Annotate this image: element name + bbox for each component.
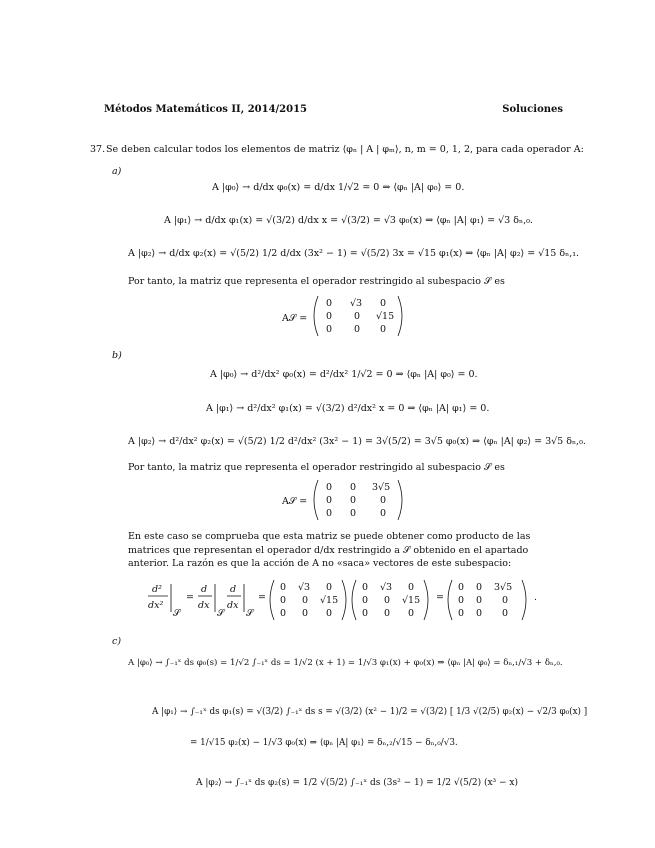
part-a-matrix-label: A𝒮 =: [282, 313, 308, 324]
prod-m3-2-2: 0: [502, 608, 509, 619]
part-a-conclusion: Por tanto, la matriz que representa el operador restringido al subespacio 𝒮 es: [128, 276, 505, 287]
prod-m2-2-1: 0: [384, 608, 391, 619]
part-a-m-0-2: 0: [380, 298, 387, 309]
header-title: Métodos Matemáticos II, 2014/2015: [104, 104, 308, 115]
prod-m1-0-2: 0: [326, 582, 333, 593]
prod-m3-1-2: 0: [502, 595, 509, 606]
part-b-matrix-label: A𝒮 =: [282, 496, 308, 507]
part-a-m-0-1: √3: [350, 298, 363, 309]
svg-text:𝒮: 𝒮: [217, 608, 225, 619]
prod-m1-0-1: √3: [298, 582, 311, 593]
prod-m2-2-0: 0: [362, 608, 369, 619]
prod-m1-2-2: 0: [326, 608, 333, 619]
prod-m2-0-0: 0: [362, 582, 369, 593]
part-b-m-2-2: 0: [380, 508, 387, 519]
part-b-conclusion: Por tanto, la matriz que representa el operador restringido al subespacio 𝒮 es: [128, 462, 505, 473]
part-a-m-2-2: 0: [380, 324, 387, 335]
prod-m3-1-0: 0: [458, 595, 465, 606]
svg-text:.: .: [534, 592, 538, 603]
prod-m2-1-1: 0: [384, 595, 391, 606]
prod-m3-0-1: 0: [476, 582, 483, 593]
problem-statement: Se deben calcular todos los elementos de matriz ⟨φₙ | A | φₘ⟩, n, m = 0, 1, 2, para cada operador A:: [106, 144, 584, 155]
prod-m3-0-0: 0: [458, 582, 465, 593]
part-b-m-0-1: 0: [350, 482, 357, 493]
prod-m1-1-2: √15: [320, 595, 339, 606]
part-b-m-2-1: 0: [350, 508, 357, 519]
part-b-label: b): [112, 350, 122, 361]
prod-m2-1-2: √15: [402, 595, 421, 606]
part-a-m-1-1: 0: [354, 311, 361, 322]
part-b-m-0-0: 0: [326, 482, 333, 493]
prod-m1-2-1: 0: [302, 608, 309, 619]
part-a-m-0-0: 0: [326, 298, 333, 309]
part-c-eq3: A |φ₂⟩ → ∫₋₁ˣ ds φ₂(s) = 1/2 √(5/2) ∫₋₁ˣ ds (3s² − 1) = 1/2 √(5/2) (x³ − x): [196, 778, 518, 788]
part-a-matrix: [312, 294, 412, 338]
part-b-m-2-0: 0: [326, 508, 333, 519]
svg-text:dx²: dx²: [148, 600, 164, 611]
svg-text:=: =: [436, 592, 444, 603]
problem-number: 37.: [90, 144, 106, 155]
svg-text:𝒮: 𝒮: [173, 608, 181, 619]
part-b-paragraph: En este caso se comprueba que esta matriz se puede obtener como producto de las matrices que representan el operador d/dx restringido a 𝒮 obtenido en el apartado anterior. La razón es que la acción de A no «saca» vectores de este subespacio:: [128, 531, 531, 569]
part-b-m-1-1: 0: [350, 495, 357, 506]
prod-m2-1-0: 0: [362, 595, 369, 606]
prod-m2-0-1: √3: [380, 582, 393, 593]
prod-m3-0-2: 3√5: [494, 582, 513, 593]
part-a-m-1-0: 0: [326, 311, 333, 322]
part-c-eq2a: A |φ₁⟩ → ∫₋₁ˣ ds φ₁(s) = √(3/2) ∫₋₁ˣ ds s = √(3/2) (x² − 1)/2 = √(3/2) [ 1/3 √(2/5) φ₂(x) − √2/3 φ₀(x) ]: [152, 707, 588, 717]
prod-m1-0-0: 0: [280, 582, 287, 593]
part-c-label: c): [112, 636, 122, 647]
prod-m1-2-0: 0: [280, 608, 287, 619]
part-b-m-1-2: 0: [380, 495, 387, 506]
svg-text:𝒮: 𝒮: [246, 608, 254, 619]
header-solutions: Soluciones: [502, 104, 563, 115]
part-a-eq3: A |φ₂⟩ → d/dx φ₂(x) = √(5/2) 1/2 d/dx (3x² − 1) = √(5/2) 3x = √15 φ₁(x) ⇒ ⟨φₙ |A| φ₂⟩ = √15 δₙ,₁.: [128, 248, 580, 259]
prod-m2-0-2: 0: [408, 582, 415, 593]
svg-text:d: d: [230, 584, 237, 595]
part-a-m-2-1: 0: [354, 324, 361, 335]
svg-text:=: =: [186, 592, 194, 603]
part-b-matrix: [312, 478, 412, 522]
part-c-eq1: A |φ₀⟩ → ∫₋₁ˣ ds φ₀(s) = 1/√2 ∫₋₁ˣ ds = 1/√2 (x + 1) = 1/√3 φ₁(x) + φ₀(x) ⇒ ⟨φₙ |A| φ₀⟩ = δₙ,₁/√3 + δₙ,₀.: [128, 658, 563, 668]
part-b-eq3: A |φ₂⟩ → d²/dx² φ₂(x) = √(5/2) 1/2 d²/dx² (3x² − 1) = 3√(5/2) = 3√5 φ₀(x) ⇒ ⟨φₙ |A| φ₂⟩ = 3√5 δₙ,₀.: [128, 436, 586, 447]
prod-m2-2-2: 0: [408, 608, 415, 619]
svg-text:=: =: [258, 592, 266, 603]
part-b-eq2: A |φ₁⟩ → d²/dx² φ₁(x) = √(3/2) d²/dx² x = 0 ⇒ ⟨φₙ |A| φ₁⟩ = 0.: [206, 403, 490, 414]
part-b-m-1-0: 0: [326, 495, 333, 506]
part-a-eq1: A |φ₀⟩ → d/dx φ₀(x) = d/dx 1/√2 = 0 ⇒ ⟨φₙ |A| φ₀⟩ = 0.: [212, 182, 465, 193]
part-a-eq2: A |φ₁⟩ → d/dx φ₁(x) = √(3/2) d/dx x = √(3/2) = √3 φ₀(x) ⇒ ⟨φₙ |A| φ₁⟩ = √3 δₙ,₀.: [164, 215, 533, 226]
part-b-matrix-product: [146, 578, 556, 624]
part-c-eq2b: = 1/√15 φ₂(x) − 1/√3 φ₀(x) ⇒ ⟨φₙ |A| φ₁⟩ = δₙ,₂/√15 − δₙ,₀/√3.: [190, 738, 458, 748]
prod-m1-1-0: 0: [280, 595, 287, 606]
part-a-m-2-0: 0: [326, 324, 333, 335]
prod-m3-1-1: 0: [476, 595, 483, 606]
svg-text:d²: d²: [152, 584, 162, 595]
prod-m3-2-1: 0: [476, 608, 483, 619]
prod-m3-2-0: 0: [458, 608, 465, 619]
svg-text:dx: dx: [198, 600, 210, 611]
svg-text:d: d: [201, 584, 208, 595]
part-b-eq1: A |φ₀⟩ → d²/dx² φ₀(x) = d²/dx² 1/√2 = 0 ⇒ ⟨φₙ |A| φ₀⟩ = 0.: [210, 369, 478, 380]
svg-text:dx: dx: [227, 600, 239, 611]
part-b-m-0-2: 3√5: [372, 482, 391, 493]
part-a-label: a): [112, 166, 122, 177]
part-a-m-1-2: √15: [376, 311, 395, 322]
prod-m1-1-1: 0: [302, 595, 309, 606]
